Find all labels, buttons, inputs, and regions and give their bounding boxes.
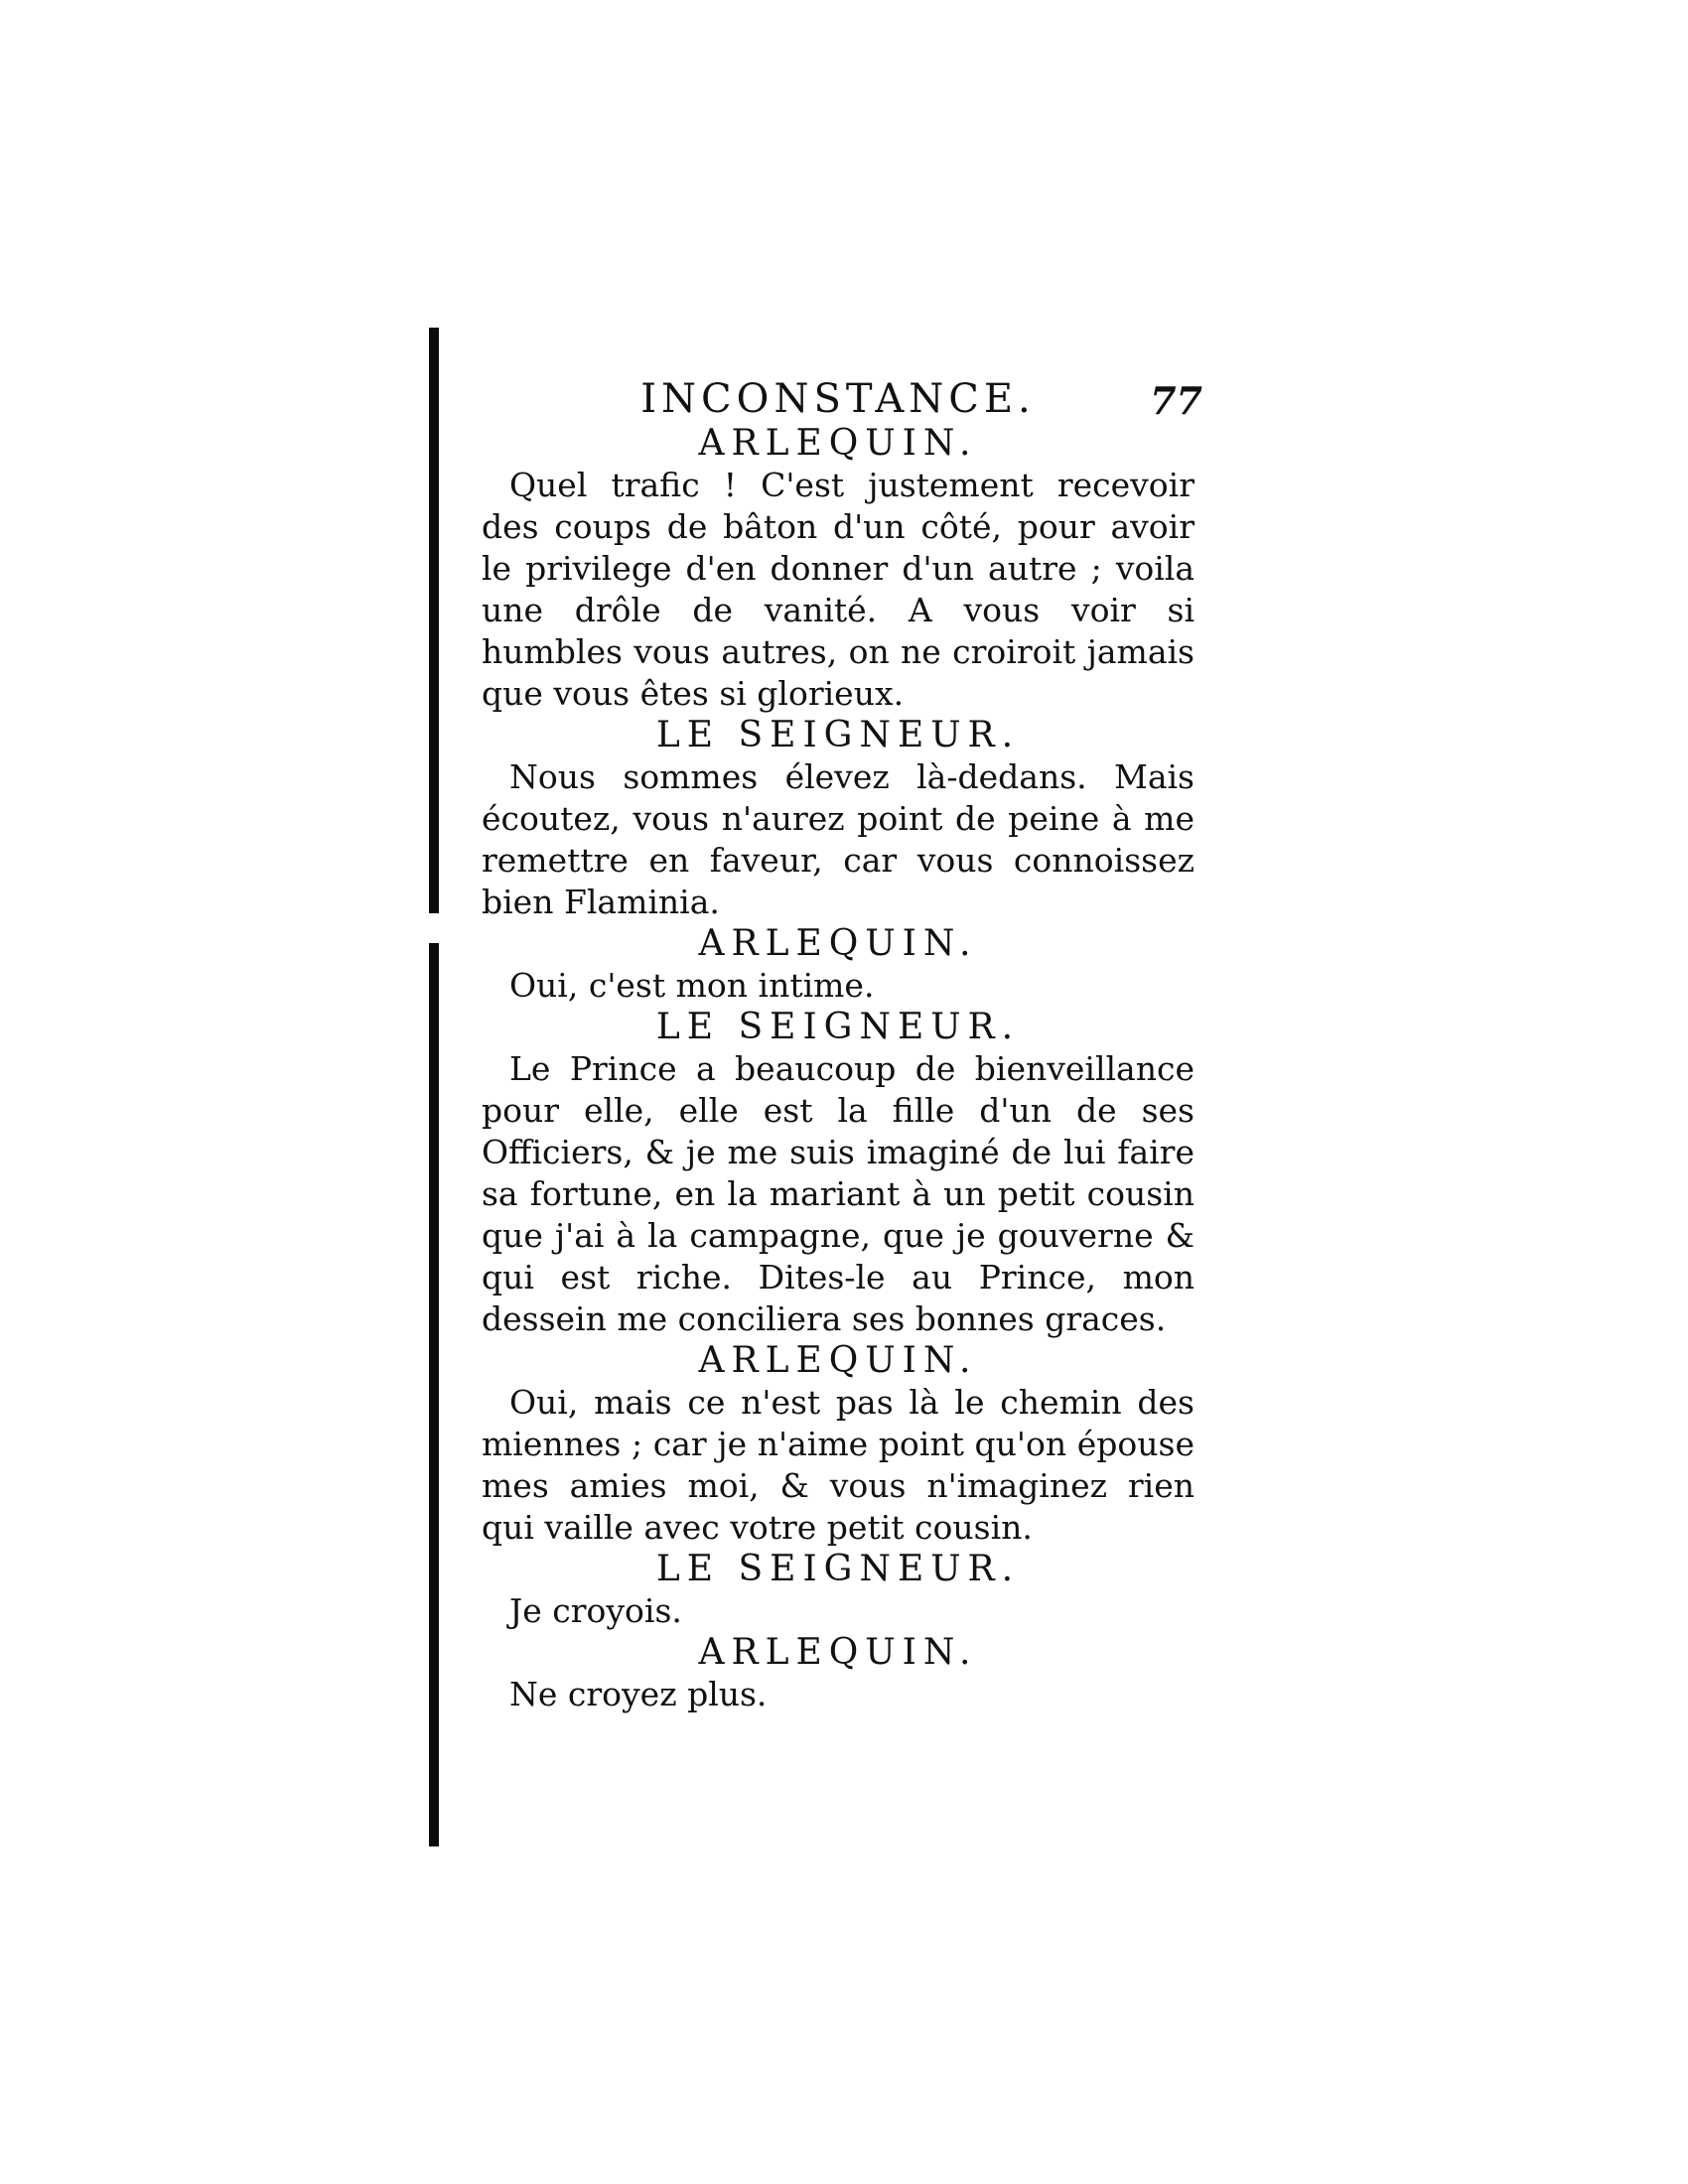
running-title: INCONSTANCE. <box>640 376 1036 422</box>
binding-edge-gap <box>429 913 439 943</box>
speech-text: Le Prince a beaucoup de bienveillance pour elle, elle est la fille d'un de ses Officiers, & je me suis imaginé de lui faire sa fortune, en la mariant à un petit cousin que j'ai à la campagne, que je gouverne & qui est riche. Dites-le au Prince, mon dessein me conciliera ses bonnes graces. <box>482 1049 1195 1338</box>
speech-text: Je croyois. <box>509 1591 682 1630</box>
speech-text: Oui, c'est mon intime. <box>509 966 875 1005</box>
speaker-name: LE SEIGNEUR. <box>655 715 1021 755</box>
speaker-name: ARLEQUIN. <box>698 1632 978 1673</box>
speech-text: Quel trafic ! C'est justement recevoir des coups de bâton d'un côté, pour avoir le privilege d'en donner d'un autre ; voila une drôle de vanité. A vous voir si humbles vous autres, on ne croiroit jamais que vous êtes si glorieux. <box>482 466 1195 713</box>
running-head <box>482 375 1202 423</box>
speaker-name: ARLEQUIN. <box>698 1340 978 1381</box>
speech-text: Oui, mais ce n'est pas là le chemin des miennes ; car je n'aime point qu'on épouse mes amies moi, & vous n'imaginez rien qui vaille avec votre petit cousin. <box>482 1383 1195 1547</box>
speech-text: Ne croyez plus. <box>509 1675 768 1713</box>
speaker-name: ARLEQUIN. <box>698 423 978 464</box>
speaker-name: LE SEIGNEUR. <box>655 1549 1021 1589</box>
book-page <box>482 375 1202 1715</box>
speech-text: Nous sommes élevez là-dedans. Mais écoutez, vous n'aurez point de peine à me remettre en faveur, car vous connoissez bien Flaminia. <box>482 757 1195 921</box>
page-number: 77 <box>1150 378 1202 423</box>
speaker-name: ARLEQUIN. <box>698 923 978 964</box>
speaker-name: LE SEIGNEUR. <box>655 1007 1021 1047</box>
page-binding-edge <box>429 328 439 1846</box>
